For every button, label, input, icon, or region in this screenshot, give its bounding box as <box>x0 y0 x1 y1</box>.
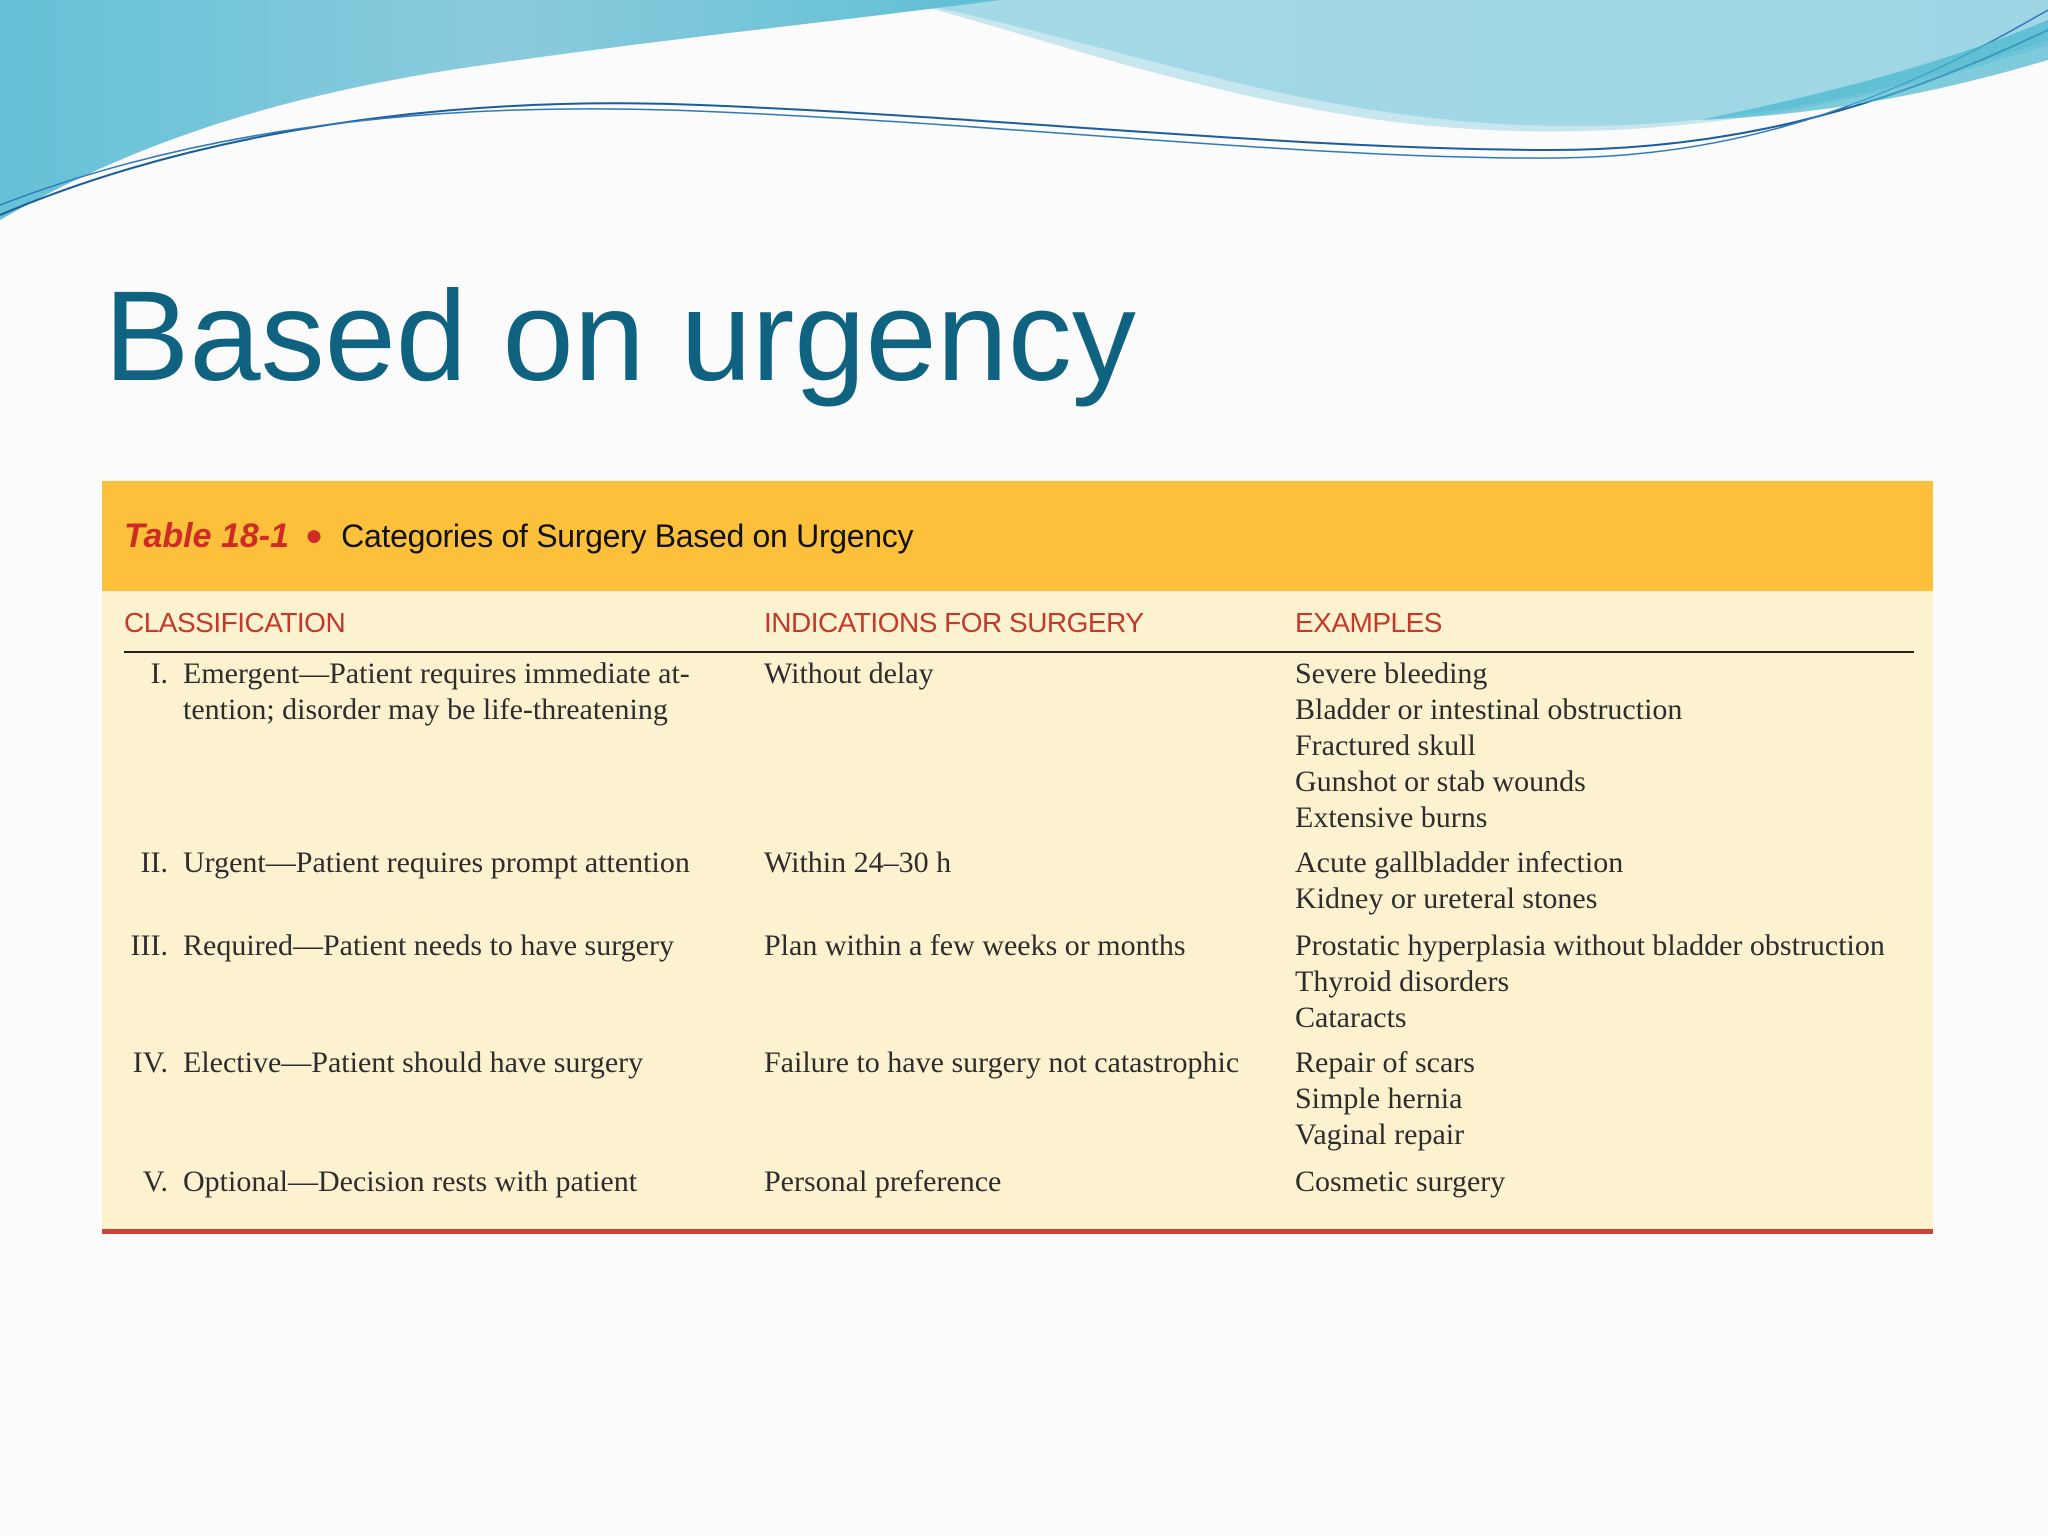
table-banner <box>102 481 1933 591</box>
row-indication: Plan within a few weeks or months <box>764 929 1186 962</box>
row-classification: Elective—Patient should have surgery <box>183 1046 644 1079</box>
header-wave-decoration <box>0 0 2048 240</box>
row-numeral: II. <box>140 846 168 879</box>
row-numeral: III. <box>130 929 168 962</box>
example-item: Gunshot or stab wounds <box>1295 765 1586 798</box>
row-examples <box>1295 845 1925 917</box>
table-number: Table 18-1 <box>124 516 290 555</box>
example-item: Severe bleeding <box>1295 657 1488 690</box>
example-item: Bladder or intestinal obstruction <box>1295 693 1683 726</box>
bullet-dot: ● <box>305 519 324 552</box>
row-numeral: I. <box>150 657 168 690</box>
row-classification: Emergent—Patient requires immediate at-tention; disorder may be life-threatening <box>183 657 690 726</box>
row-examples <box>1295 928 1925 1036</box>
column-header-row <box>124 607 1914 653</box>
example-item: Cataracts <box>1295 1001 1407 1034</box>
row-classification: Urgent—Patient requires prompt attention <box>183 846 690 879</box>
column-header-indications: INDICATIONS FOR SURGERY <box>764 607 1144 638</box>
example-item: Extensive burns <box>1295 801 1488 834</box>
row-classification: Optional—Decision rests with patient <box>183 1165 638 1198</box>
row-examples <box>1295 1164 1925 1200</box>
example-item: Simple hernia <box>1295 1082 1463 1115</box>
row-classification: Required—Patient needs to have surgery <box>183 929 674 962</box>
row-numeral: V. <box>142 1165 168 1198</box>
row-indication: Personal preference <box>764 1165 1002 1198</box>
row-numeral: IV. <box>132 1046 168 1079</box>
column-header-classification: CLASSIFICATION <box>124 607 346 638</box>
example-item: Vaginal repair <box>1295 1118 1465 1151</box>
row-indication: Within 24–30 h <box>764 846 952 879</box>
table-caption: Categories of Surgery Based on Urgency <box>341 517 914 554</box>
example-item: Kidney or ureteral stones <box>1295 882 1598 915</box>
example-item: Prostatic hyperplasia without bladder obstruction <box>1295 929 1885 962</box>
slide-title: Based on urgency <box>104 265 1136 408</box>
example-item: Acute gallbladder infection <box>1295 846 1624 879</box>
row-examples <box>1295 656 1925 836</box>
example-item: Cosmetic surgery <box>1295 1165 1506 1198</box>
example-item: Repair of scars <box>1295 1046 1475 1079</box>
column-header-examples: EXAMPLES <box>1295 607 1442 638</box>
row-examples <box>1295 1045 1925 1153</box>
example-item: Thyroid disorders <box>1295 965 1510 998</box>
urgency-table <box>102 481 1933 1234</box>
row-indication: Without delay <box>764 657 934 690</box>
example-item: Fractured skull <box>1295 729 1476 762</box>
row-indication: Failure to have surgery not catastrophic <box>764 1046 1240 1079</box>
